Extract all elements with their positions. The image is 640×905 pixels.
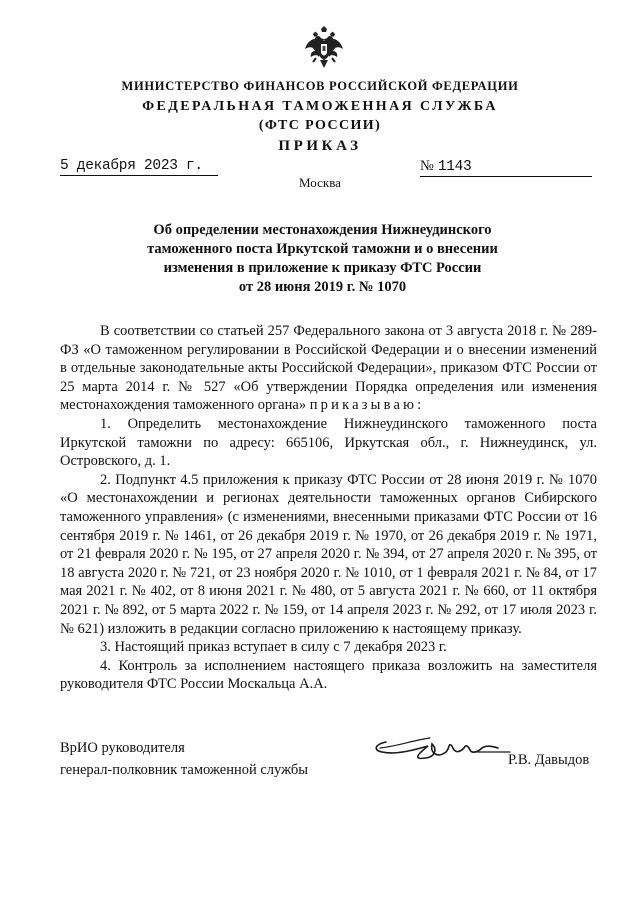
preamble-text: В соответствии со статьей 257 Федерального закона от 3 августа 2018 г. № 289-ФЗ «О таможенном регулировании в Российской Федерации и о внесении изменений в отдельные законодательные акты Российской Федерации», приказом ФТС России от 25 марта 2014 г. № 527 «Об утверждении Порядка определения или изменения местонахождения таможенного органа»: [60, 323, 597, 414]
order-item-1: 1. Определить местонахождение Нижнеудинского таможенного поста Иркутской таможни по адресу: 665106, Иркутская обл., г. Нижнеудинск, ул. Островского, д. 1.: [60, 415, 597, 470]
order-item-4: 4. Контроль за исполнением настоящего приказа возложить на заместителя руководителя ФТС России Москальца А.А.: [60, 657, 597, 693]
signatory-name: Р.В. Давыдов: [508, 752, 590, 768]
title-line: изменения в приложение к приказу ФТС России: [163, 260, 482, 276]
preamble-paragraph: [60, 322, 597, 415]
order-word: приказываю:: [309, 397, 425, 414]
title-line: от 28 июня 2019 г. № 1070: [238, 279, 407, 295]
order-item-2: 2. Подпункт 4.5 приложения к приказу ФТС России от 28 июня 2019 г. № 1070 «О местонахождении и регионах деятельности таможенных органов Сибирского таможенного управления» (с изменениями, внесенными приказами ФТС России от 16 сентября 2019 г. № 1461, от 26 декабря 2019 г. № 1970, от 26 декабря 2019 г. № 1971, от 21 февраля 2020 г. № 195, от 27 апреля 2020 г. № 394, от 27 апреля 2020 г. № 395, от 18 августа 2020 г. № 721, от 23 ноября 2020 г. № 1010, от 1 февраля 2021 г. № 84, от 17 мая 2021 г. № 402, от 8 июня 2021 г. № 480, от 5 августа 2021 г. № 660, от 11 октября 2021 г. № 892, от 5 марта 2022 г. № 159, от 14 апреля 2023 г. № 292, от 17 июля 2023 г. № 621) изложить в редакции согласно приложению к настоящему приказу.: [60, 471, 597, 637]
title-line: Об определении местонахождения Нижнеудинского: [153, 222, 492, 238]
ministry-name: МИНИСТЕРСТВО ФИНАНСОВ РОССИЙСКОЙ ФЕДЕРАЦИИ: [121, 79, 519, 93]
order-title: [110, 221, 535, 297]
order-date: 5 декабря 2023 г.: [60, 158, 218, 176]
number-sign: №: [420, 158, 434, 174]
order-item-3: 3. Настоящий приказ вступает в силу с 7 декабря 2023 г.: [100, 639, 447, 656]
handwritten-signature: [368, 728, 518, 768]
position-line: генерал-полковник таможенной службы: [60, 762, 309, 778]
document-type: ПРИКАЗ: [278, 138, 362, 154]
position-line: ВрИО руководителя: [60, 740, 185, 756]
title-line: таможенного поста Иркутской таможни и о внесении: [147, 241, 498, 257]
order-body: [60, 322, 597, 694]
coat-of-arms-emblem: [304, 25, 344, 69]
issue-city: Москва: [299, 175, 341, 190]
order-number: 1143: [437, 159, 472, 175]
signatory-position: [60, 737, 308, 781]
service-short-name: (ФТС РОССИИ): [258, 118, 382, 133]
service-name: ФЕДЕРАЛЬНАЯ ТАМОЖЕННАЯ СЛУЖБА: [142, 99, 498, 114]
